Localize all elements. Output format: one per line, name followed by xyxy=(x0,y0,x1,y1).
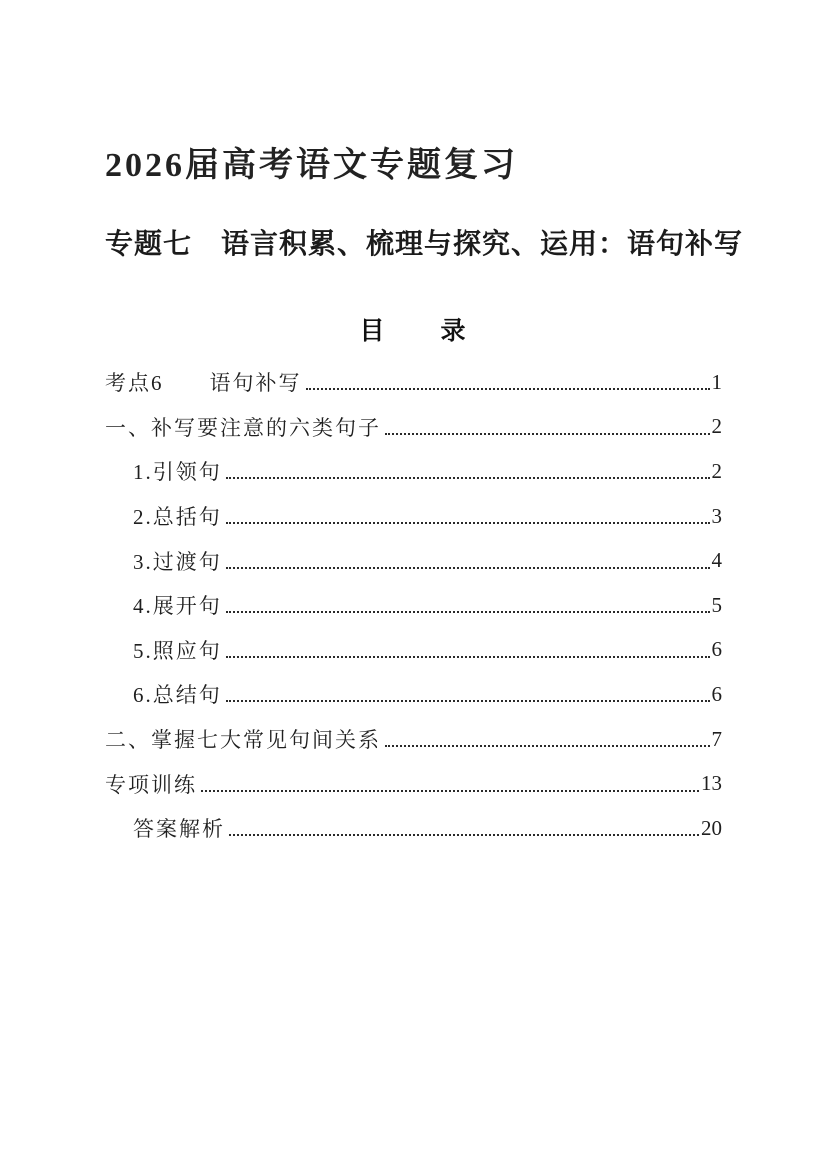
toc-page-number: 6 xyxy=(711,681,722,706)
toc-page-number: 2 xyxy=(711,458,722,483)
toc-row[interactable] xyxy=(105,494,722,539)
toc-dot-leader xyxy=(226,567,710,569)
toc-entry-label: 4.展开句 xyxy=(133,594,222,619)
document-subtitle: 专题七 语言积累、梳理与探究、运用：语句补写 xyxy=(105,229,744,260)
toc-row[interactable] xyxy=(105,806,722,851)
toc-dot-leader xyxy=(201,790,699,792)
toc-row[interactable] xyxy=(105,672,722,717)
toc-row[interactable] xyxy=(105,538,722,583)
toc-entry-label: 5.照应句 xyxy=(133,638,222,663)
toc-dot-leader xyxy=(226,522,710,524)
toc-page-number: 4 xyxy=(711,548,722,573)
toc-page-number: 20 xyxy=(701,815,722,840)
toc-row[interactable] xyxy=(105,405,722,450)
toc-entry-label: 一、补写要注意的六类句子 xyxy=(105,415,381,440)
toc-entry-label: 专项训练 xyxy=(105,772,197,797)
toc-entry-label: 2.总括句 xyxy=(133,505,222,530)
toc-dot-leader xyxy=(385,433,710,435)
toc-page-number: 3 xyxy=(711,503,722,528)
toc-row[interactable] xyxy=(105,717,722,762)
toc-dot-leader xyxy=(226,656,710,658)
toc-dot-leader xyxy=(306,388,710,390)
toc-entry-label: 3.过渡句 xyxy=(133,549,222,574)
toc-row[interactable] xyxy=(105,628,722,673)
toc-page-number: 13 xyxy=(701,771,722,796)
toc-row[interactable] xyxy=(105,449,722,494)
toc-dot-leader xyxy=(226,477,710,479)
toc-row[interactable] xyxy=(105,360,722,405)
toc-list xyxy=(105,360,722,851)
toc-heading: 目 录 xyxy=(359,318,468,345)
toc-row[interactable] xyxy=(105,761,722,806)
toc-entry-label: 6.总结句 xyxy=(133,683,222,708)
toc-page-number: 2 xyxy=(711,414,722,439)
toc-entry-label: 答案解析 xyxy=(133,817,225,842)
toc-page-number: 6 xyxy=(711,637,722,662)
document-title: 2026届高考语文专题复习 xyxy=(105,147,518,184)
toc-page-number: 1 xyxy=(711,369,722,394)
toc-entry-label: 考点6 语句补写 xyxy=(105,371,302,396)
toc-page-number: 7 xyxy=(711,726,722,751)
toc-entry-label: 二、掌握七大常见句间关系 xyxy=(105,728,381,753)
toc-page-number: 5 xyxy=(711,592,722,617)
toc-entry-label: 1.引领句 xyxy=(133,460,222,485)
toc-dot-leader xyxy=(229,834,699,836)
toc-dot-leader xyxy=(385,745,710,747)
toc-dot-leader xyxy=(226,611,710,613)
toc-dot-leader xyxy=(226,700,710,702)
toc-row[interactable] xyxy=(105,583,722,628)
